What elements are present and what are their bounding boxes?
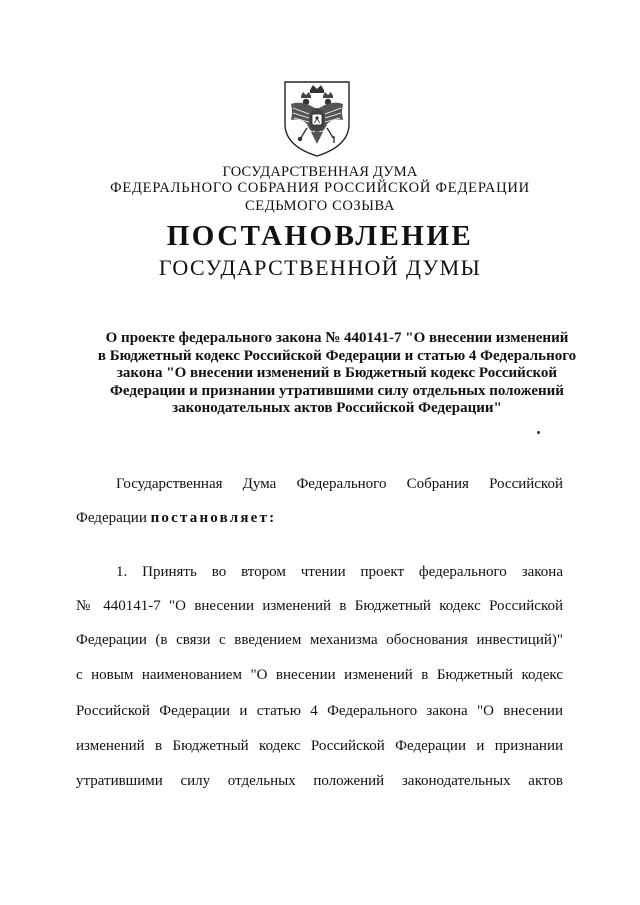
document-subtitle: ГОСУДАРСТВЕННОЙ ДУМЫ [158,255,482,280]
item1-line: утратившими силу отдельных положений законодательных актов [76,773,563,789]
header-line-convocation: СЕДЬМОГО СОЗЫВА [245,198,395,214]
subject-line: в Бюджетный кодекс Российской Федерации и статью 4 Федерального [97,347,577,364]
item1-line: Российской Федерации и статью 4 Федерального закона "О внесении [76,703,563,719]
resolution-subject [72,330,602,418]
russian-coat-of-arms-emblem-icon [279,78,355,158]
header-line-duma: ГОСУДАРСТВЕННАЯ ДУМА [222,164,418,180]
preamble-line: Государственная Дума Федерального Собрания Российской [116,476,563,492]
preamble-line [76,510,563,527]
preamble-resolves: постановляет: [150,510,277,526]
item1-line: № 440141-7 "О внесении изменений в Бюджетный кодекс Российской [76,598,563,614]
stray-mark [537,431,540,434]
document-title: ПОСТАНОВЛЕНИЕ [166,220,474,252]
item1-line: Федерации (в связи с введением механизма обоснования инвестиций)" [76,632,563,648]
subject-line: законодательных актов Российской Федерации" [172,400,502,416]
header-line-federal-assembly: ФЕДЕРАЛЬНОГО СОБРАНИЯ РОССИЙСКОЙ ФЕДЕРАЦИИ [110,180,530,196]
subject-line: О проекте федерального закона № 440141-7 "О внесении изменений [105,330,569,346]
coat-of-arms-icon [279,78,355,158]
preamble-prefix: Федерации [76,510,151,526]
item1-line: 1. Принять во втором чтении проект федерального закона [116,564,563,580]
item1-line: изменений в Бюджетный кодекс Российской Федерации и признании [76,738,563,754]
item1-line: с новым наименованием "О внесении изменений в Бюджетный кодекс [76,667,563,683]
subject-line: Федерации и признании утратившими силу отдельных положений [110,382,564,399]
subject-line: закона "О внесении изменений в Бюджетный кодекс Российской [116,365,558,381]
